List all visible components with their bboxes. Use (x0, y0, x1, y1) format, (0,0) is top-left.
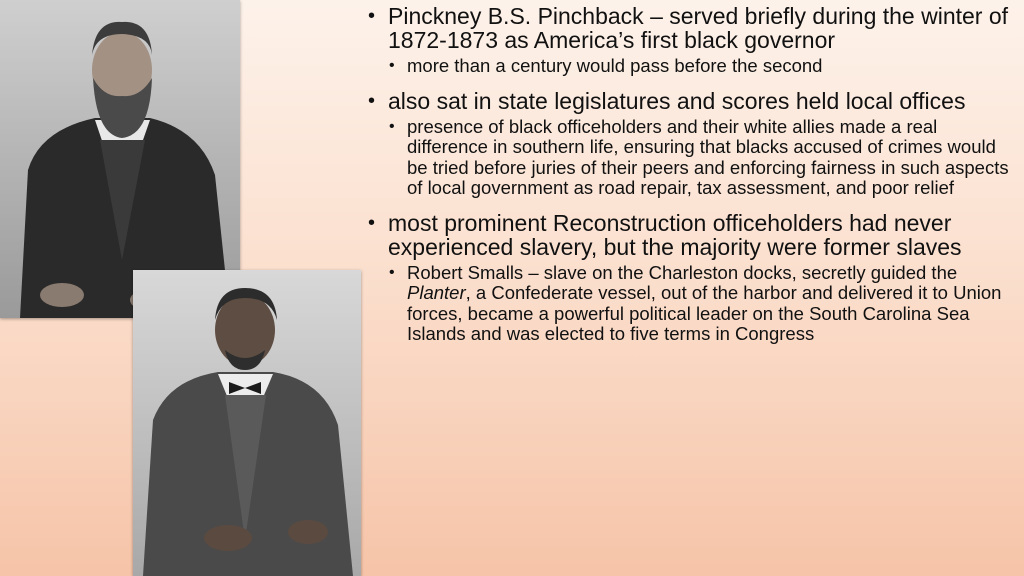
slide-body (366, 4, 1016, 351)
sub-bullet-smalls (388, 263, 1016, 345)
smalls-portrait (133, 270, 361, 576)
bullet-reconstruction: • most prominent Reconstruction officeholders had never experienced slavery, but the majority were former slaves (366, 211, 1016, 259)
bullet-legislatures: • also sat in state legislatures and scores held local offices (366, 89, 1016, 113)
sub-bullet-century: • more than a century would pass before the second (388, 56, 1016, 77)
planter-ship-name: Planter (407, 282, 466, 303)
sub-bullet-officeholders: • presence of black officeholders and their white allies made a real difference in southern life, ensuring that blacks accused of crimes would be tried before juries of their peers and enforcing fairness in such aspects of local government as road repair, tax assessment, and poor relief (388, 117, 1016, 199)
smalls-text-after: , a Confederate vessel, out of the harbor and delivered it to Union forces, became a powerful political leader on the South Carolina Sea Islands and was elected to five terms in Congress (407, 282, 1002, 344)
bullet-pinchback: • Pinckney B.S. Pinchback – served briefly during the winter of 1872-1873 as America’s first black governor (366, 4, 1016, 52)
smalls-text-before: Robert Smalls – slave on the Charleston docks, secretly guided the (407, 261, 958, 283)
portrait-photo-icon (133, 270, 361, 576)
